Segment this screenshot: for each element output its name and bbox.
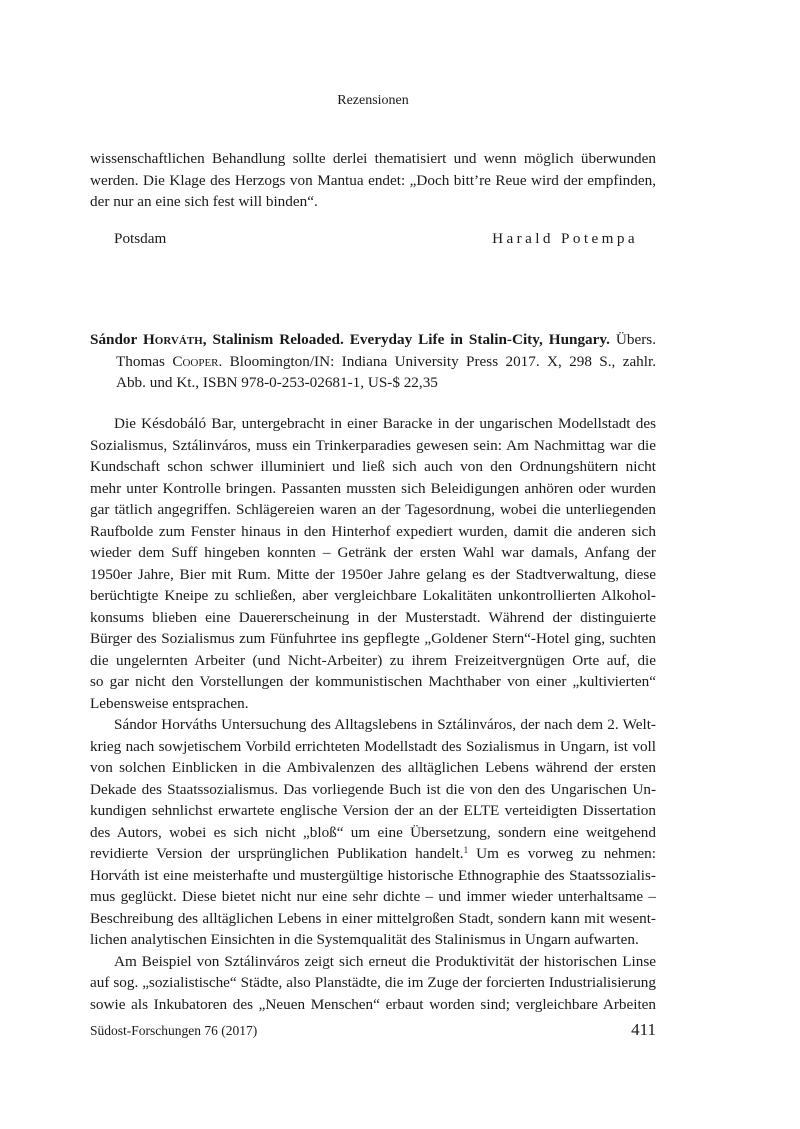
text-line: Beschreibung des alltäglichen Lebens in einer mittelgroßen Stadt, sondern kann mit wesent-	[90, 909, 656, 927]
footnote-marker[interactable]: 1	[463, 845, 469, 855]
text-line: werden. Die Klage des Herzogs von Mantua endet: „Doch bitt’re Reue wird der empfinden,	[90, 171, 656, 189]
text-line: konsums blieben eine Dauererscheinung in der Musterstadt. Während der distinguierte	[90, 608, 656, 626]
text-line: mehr unter Kontrolle bringen. Passanten mussten sich Beleidigungen anhören oder wurden	[90, 479, 656, 497]
reviewer-name: Harald Potempa	[492, 230, 638, 247]
text-line: Bürger des Sozialismus zum Fünfuhrtee ins gepflegte „Goldener Stern“-Hotel ging, suchten	[90, 630, 656, 647]
text-line: gar tätlich angegriffen. Schlägereien waren an der Tagesordnung, wobei die unterliegenden	[90, 501, 656, 518]
paragraph	[90, 413, 656, 714]
text-line: die ungelernten Arbeiter (und Nicht-Arbeiter) zu ihrem Freizeitvergnügen Orte auf, die	[90, 651, 656, 669]
signature-place: Potsdam	[114, 230, 167, 247]
text-line: kundigen sehnlichst erwartete englische Version der an der ELTE verteidigten Dissertation	[90, 802, 656, 819]
paragraph	[90, 714, 656, 951]
review-body	[90, 413, 656, 1015]
text-line-part: Um es vorweg zu nehmen:	[468, 845, 656, 862]
citation-line	[90, 329, 656, 351]
text-line: wissenschaftlichen Behandlung sollte derlei thematisiert und wenn möglich überwunden	[90, 150, 656, 167]
text-line: wieder dem Suff hingeben konnten – Getränk der ersten Wahl war damals, Anfang der	[90, 544, 656, 561]
book-citation	[90, 329, 656, 394]
text-line: Horváth ist eine meisterhafte und mustergültige historische Ethnographie des Staatssozialis-	[90, 866, 656, 884]
document-page	[90, 0, 656, 1129]
author-first-name: Sándor	[90, 331, 137, 348]
text-line	[90, 843, 656, 865]
journal-citation: Südost-Forschungen 76 (2017)	[90, 1023, 258, 1038]
text-line: Am Beispiel von Sztálinváros zeigt sich erneut die Produktivität der historischen Linse	[114, 952, 656, 970]
text-line: so gar nicht den Vorstellungen der kommunistischen Machthaber von einer „kultivierten“	[90, 673, 656, 690]
page-number: 411	[631, 1020, 656, 1039]
author-last-name: Horváth	[142, 331, 203, 348]
text-line: auf sog. „sozialistische“ Städte, also Planstädte, die im Zuge der forcierten Industrialisierung	[90, 974, 656, 991]
text-line: Lebensweise entsprachen.	[90, 694, 249, 712]
translator-prefix: Übers.	[609, 331, 656, 348]
text-line: Die Késdobáló Bar, untergebracht in einer Baracke in der ungarischen Modellstadt des	[114, 415, 656, 432]
citation-line: Abb. und Kt., ISBN 978-0-253-02681-1, US-$ 22,35	[116, 374, 438, 391]
text-line: Kundschaft schon schwer illuminiert und ließ sich auch von den Ordnungshütern nicht	[90, 458, 656, 475]
running-head: Rezensionen	[337, 93, 409, 108]
text-line: krieg nach sowjetischem Vorbild errichteten Modellstadt des Sozialismus in Ungarn, ist voll	[90, 737, 656, 755]
text-line: Sándor Horváths Untersuchung des Alltagslebens in Sztálinváros, der nach dem 2. Welt-	[114, 716, 656, 733]
citation-line	[90, 351, 656, 373]
translator-last-name: Cooper	[172, 352, 219, 370]
text-line: sowie als Inkubatoren des „Neuen Menschen“ erbaut worden sind; vergleichbare Arbeiten	[90, 995, 656, 1013]
text-line: der nur an eine sich fest will binden“.	[90, 193, 318, 210]
text-line: von solchen Einblicken in die Ambivalenzen des alltäglichen Lebens während der ersten	[90, 759, 656, 776]
text-line: lichen analytischen Einsichten in die Systemqualität des Stalinismus in Ungarn aufwarten.	[90, 931, 639, 948]
text-line-part: revidierte Version der ursprünglichen Publikation handelt.	[90, 845, 464, 862]
publication-info: . Bloomington/IN: Indiana University Press 2017. X, 298 S., zahlr.	[218, 352, 657, 370]
text-line: berüchtigte Kneipe zu schließen, aber vergleichbare Lokalitäten unkontrollierten Alkohol-	[90, 587, 656, 604]
text-line: mus geglückt. Diese bietet nicht nur eine sehr dichte – und immer wieder unterhaltsame –	[90, 888, 656, 905]
text-line: 1950er Jahre, Bier mit Rum. Mitte der 1950er Jahre gelang es der Stadtverwaltung, diese	[90, 565, 656, 583]
book-title: , Stalinism Reloaded. Everyday Life in Stalin-City, Hungary.	[202, 331, 610, 348]
translator-first-name: Thomas	[116, 352, 165, 370]
text-line: Raufbolde zum Fenster hinaus in den Hinterhof expediert wurden, damit die anderen sich	[90, 522, 656, 540]
text-line: des Autors, wobei es sich nicht „bloß“ um eine Übersetzung, sondern eine weitgehend	[90, 823, 656, 841]
paragraph	[90, 951, 656, 1016]
text-line: Sozialismus, Sztálinváros, muss ein Trinkerparadies gewesen sein: Am Nachmittag war die	[90, 436, 656, 454]
text-line: Dekade des Staatssozialismus. Das vorliegende Buch ist die von den des Ungarischen Un-	[90, 780, 656, 798]
previous-review-ending	[90, 148, 656, 213]
